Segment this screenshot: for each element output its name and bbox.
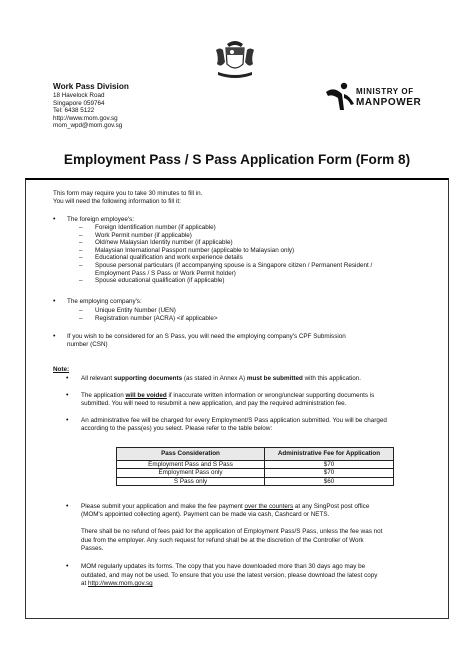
table-cell: Employment Pass and S Pass [117, 461, 265, 469]
bullet-icon: • [53, 333, 56, 340]
intro-line: This form may require you to take 30 minutes to fill in. [53, 190, 203, 197]
table-cell: S Pass only [117, 477, 265, 485]
table-row [117, 477, 394, 485]
address-block [53, 82, 129, 130]
list-item: – Foreign Identification number (if applicable) [79, 224, 216, 231]
update-line: outdated, and may not be used. To ensure that you use the latest version, please download the latest copy [81, 572, 378, 579]
list-item: – Unique Entity Number (UEN) [79, 307, 176, 314]
intro-line: You will need the following information to fill it: [53, 198, 181, 205]
mom-website-link[interactable]: http://www.mom.gov.sg [88, 580, 153, 587]
list-item: – Registration number (ACRA) <if applicable> [79, 314, 218, 322]
refund-line: There shall be no refund of fees paid for the application of Employment Pass/S Pass, unless the fee was not [81, 528, 383, 535]
singapore-crest-icon [213, 38, 257, 82]
table-cell: $70 [265, 461, 394, 469]
page-title: Employment Pass / S Pass Application Form (Form 8) [63, 152, 411, 167]
spass-line: number (CSN) [67, 341, 108, 348]
list-item: – Work Permit number (if applicable) [79, 231, 192, 239]
bullet-icon: • [53, 298, 56, 305]
update-line: at http://www.mom.gov.sg [81, 580, 153, 587]
note-voided-line2: submitted. You will need to resubmit a new application, and pay the required administration fee. [81, 400, 347, 407]
note-label: Note: [53, 366, 70, 373]
address-line: Singapore 059764 [53, 99, 105, 107]
table-header-row [117, 448, 394, 461]
spass-line: If you wish to be considered for an S Pass, you will need the employing company's CPF Submission [67, 333, 346, 340]
payment-line: Please submit your application and make the fee payment over the counters at any SingPost post office [81, 503, 370, 510]
mom-logo [322, 82, 426, 112]
list-item: – Educational qualification and work experience details [79, 254, 243, 262]
bullet-icon: • [66, 563, 69, 570]
table-cell: $60 [265, 477, 394, 485]
division-name: Work Pass Division [53, 82, 129, 91]
table-cell: $70 [265, 469, 394, 477]
mom-figure-icon [322, 82, 356, 112]
table-cell: Employment Pass only [117, 469, 265, 477]
bullet-icon: • [66, 417, 69, 424]
table-row [117, 469, 394, 477]
foreign-list [67, 224, 372, 285]
column-header: Pass Consideration [117, 448, 265, 461]
address-line: 18 Havelock Road [53, 92, 105, 99]
column-header: Administrative Fee for Application [265, 448, 394, 461]
table-row [117, 461, 394, 469]
logo-text-ministry: MINISTRY OF [356, 87, 414, 96]
refund-line: due from the employer. Any such request for refund shall be at the discretion of the Controller of Work [81, 537, 364, 544]
note-voided: The application will be voided if inaccurate written information or wrong/unclear supporting documents is [81, 392, 375, 399]
bullet-icon: • [66, 503, 69, 510]
payment-line: (MOM's appointed collecting agent). Payment can be made via cash, Cashcard or NETS. [81, 511, 330, 518]
list-item: – Malaysian International Passport number (applicable to Malaysian only) [79, 246, 295, 254]
list-item-continuation: Employment Pass / S Pass or Work Permit holder) [95, 269, 236, 277]
list-item: – Spouse personal particulars (if accompanying spouse is a Singapore citizen / Permanent Resident / [79, 261, 373, 269]
note-fee-line2: according to the pass(es) you select. Please refer to the table below: [81, 425, 273, 432]
company-label: The employing company's: [67, 298, 142, 305]
bullet-icon: • [66, 392, 69, 399]
bullet-icon: • [66, 375, 69, 382]
note-fee: An administrative fee will be charged for every Employment/S Pass application submitted. You will be charged [81, 417, 387, 424]
note-documents: All relevant supporting documents (as stated in Annex A) must be submitted with this application. [81, 375, 361, 382]
update-line: MOM regularly updates its forms. The copy that you have downloaded more than 30 days ago may be [81, 563, 366, 570]
company-list [67, 307, 218, 322]
bullet-icon: • [53, 216, 56, 223]
list-item: – Old/new Malaysian Identity number (if applicable) [79, 239, 233, 247]
foreign-label: The foreign employee's: [67, 216, 135, 223]
fee-table [116, 447, 394, 486]
refund-line: Passes. [81, 545, 104, 552]
website-line: http://www.mom.gov.sg [53, 114, 118, 122]
logo-text-manpower: MANPOWER [356, 97, 422, 108]
list-item: – Spouse educational qualification (if applicable) [79, 277, 225, 285]
phone-line: Tel: 6438 5122 [53, 107, 95, 115]
email-line: mom_wpd@mom.gov.sg [53, 122, 123, 130]
